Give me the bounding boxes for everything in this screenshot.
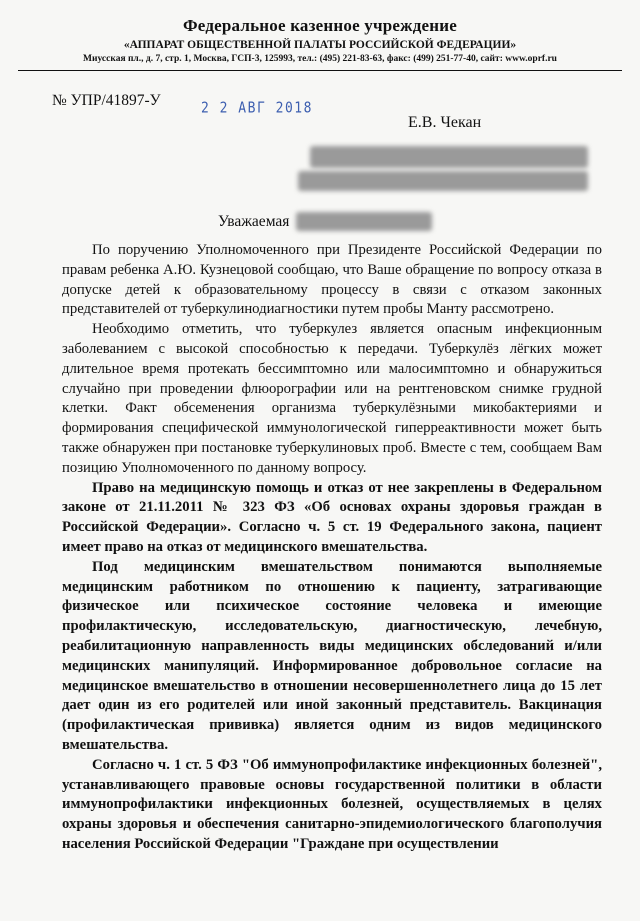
paragraph-immunoprophylaxis: Согласно ч. 1 ст. 5 ФЗ "Об иммунопрофилактике инфекционных болезней", устанавливающего правовые основы государственной политики в области иммунопрофилактики инфекционных болезней, осуществляемых в целях охраны здоровья и обеспечения санитарно-эпидемиологического благополучия населения Российской Федерации "Граждане при осуществлении: [62, 756, 602, 852]
reference-number: № УПР/41897-У: [52, 92, 161, 109]
date-stamp: 2 2 АВГ 2018: [201, 99, 313, 118]
redacted-address-line-2: [298, 171, 588, 191]
paragraph-tuberculosis: Необходимо отметить, что туберкулез является опасным инфекционным заболеванием с высокой способностью к передачи. Туберкулёз лёгких может длительное время протекать бессимптомно или малосимптомно и обнаружиться случайно при проведении флюорографии или на рентгеновском снимке грудной клетки. Факт обсеменения организма туберкулёзными микобактериями и формирования специфической иммунологической гиперреактивности может быть также обнаружен при постановке туберкулиновых проб. Вместе с тем, сообщаем Вам позицию Уполномоченного по данному вопросу.: [62, 321, 602, 476]
letter-body: [62, 241, 602, 855]
letterhead-institution: Федеральное казенное учреждение: [183, 16, 457, 35]
letterhead-divider: [18, 70, 622, 71]
paragraph-law-323: Право на медицинскую помощь и отказ от нее закреплены в Федеральном законе от 21.11.2011 № 323 ФЗ «Об основах охраны здоровья граждан в Российской Федерации». Согласно ч. 5 ст. 19 Федерального закона, пациент имеет право на отказ от медицинского вмешательства.: [62, 479, 602, 555]
letterhead-address: Миусская пл., д. 7, стр. 1, Москва, ГСП-3, 125993, тел.: (495) 221-83-63, факс: (499) 251-77-40, сайт: www.oprf.ru: [83, 54, 557, 64]
paragraph-intro: По поручению Уполномоченного при Президенте Российской Федерации по правам ребенка А.Ю. Кузнецовой сообщаю, что Ваше обращение по вопросу отказа в допуске детей к образовательному процессу в связи с отказом законных представителей от туберкулинодиагностики путем пробы Манту рассмотрено.: [62, 242, 602, 318]
greeting: Уважаемая: [218, 213, 290, 230]
paragraph-medical-intervention: Под медицинским вмешательством понимаются выполняемые медицинским работником по отношению к пациенту, затрагивающие физическое или психическое состояние человека и имеющие профилактическую, исследовательскую, диагностическую, лечебную, реабилитационную направленность виды медицинских обследований и/или медицинских манипуляций. Информированное добровольное согласие на медицинское вмешательство в отношении несовершеннолетнего лица до 15 лет дает один из его родителей или иной законный представитель. Вакцинация (профилактическая прививка) является одним из видов медицинского вмешательства.: [62, 558, 602, 753]
letterhead-apparatus: «АППАРАТ ОБЩЕСТВЕННОЙ ПАЛАТЫ РОССИЙСКОЙ ФЕДЕРАЦИИ»: [123, 39, 517, 51]
redacted-address-line-1: [310, 146, 588, 168]
recipient-name: Е.В. Чекан: [408, 114, 482, 131]
redacted-name: [296, 212, 432, 231]
